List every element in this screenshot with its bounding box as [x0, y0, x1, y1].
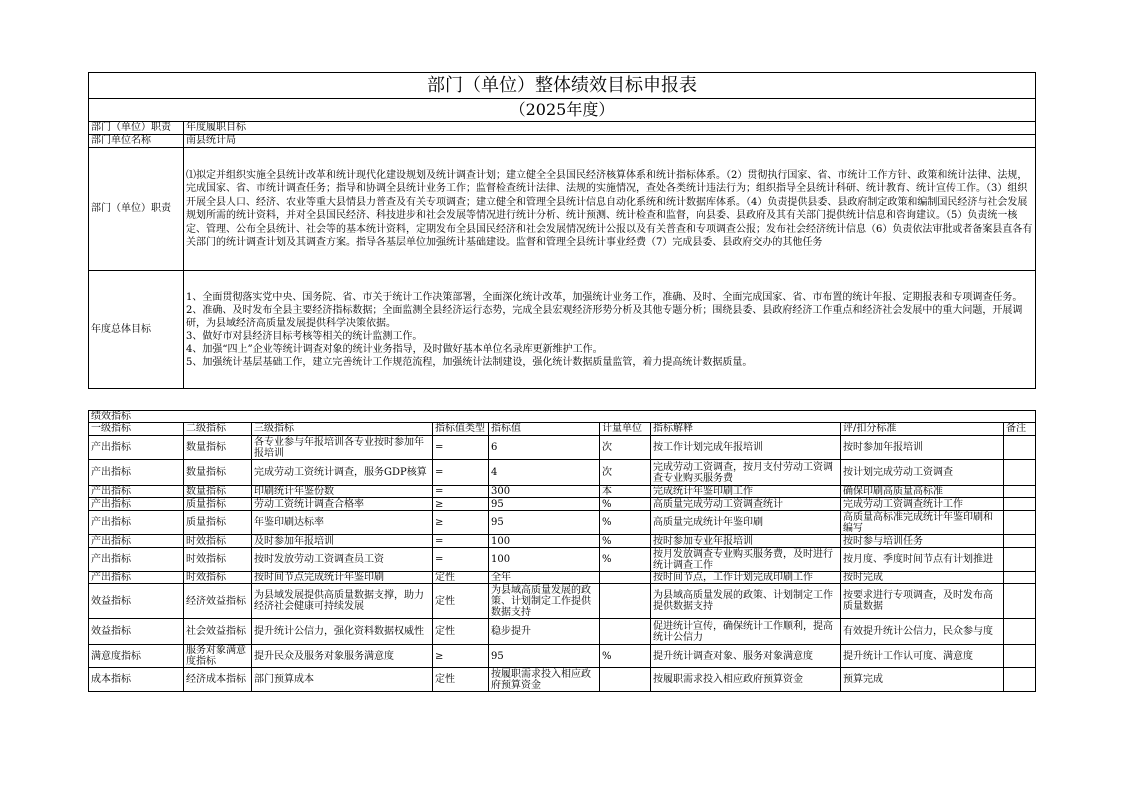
cell-level3: 按时间节点完成统计年鉴印刷 [252, 572, 433, 584]
cell-level2: 经济效益指标 [184, 584, 252, 619]
cell-level1: 产出指标 [89, 535, 184, 548]
cell-value: 95 [489, 498, 600, 511]
goal-item: 1、全面贯彻落实党中央、国务院、省、市关于统计工作决策部署，全面深化统计改革，加强统计业务工作，准确、及时、全面完成国家、省、市布置的统计年报、定期报表和专项调查任务。 [186, 291, 1023, 303]
cell-remark [1004, 511, 1036, 535]
cell-level1: 成本指标 [89, 668, 184, 692]
cell-value: 95 [489, 645, 600, 668]
cell-value-type: = [433, 535, 489, 548]
table-row [89, 584, 1036, 619]
cell-value-type: ≥ [433, 645, 489, 668]
cell-scoring: 按计划完成劳动工资调查 [841, 460, 1004, 486]
cell-value-type: 定性 [433, 572, 489, 584]
table-row [89, 498, 1036, 511]
goal-item: 5、加强统计基层基础工作，建立完善统计工作规范流程，加强统计法制建设，强化统计数据质量监管，着力提高统计数据质量。 [186, 356, 753, 368]
cell-level1: 产出指标 [89, 498, 184, 511]
cell-value-type: 定性 [433, 668, 489, 692]
cell-unit [600, 572, 651, 584]
cell-level1: 效益指标 [89, 619, 184, 645]
column-header: 一级指标 [89, 423, 184, 436]
cell-level1: 产出指标 [89, 486, 184, 498]
table-row [89, 619, 1036, 645]
cell-value: 300 [489, 486, 600, 498]
cell-value-type: = [433, 436, 489, 460]
table-row [89, 668, 1036, 692]
cell-explanation: 高质量完成统计年鉴印刷 [651, 511, 841, 535]
table-row [89, 436, 1036, 460]
table-row [89, 486, 1036, 498]
cell-level2: 时效指标 [184, 572, 252, 584]
cell-level3: 提升统计公信力，强化资料数据权威性 [252, 619, 433, 645]
cell-level2: 时效指标 [184, 535, 252, 548]
dept-name-label: 部门单位名称 [89, 135, 184, 148]
goal-text [184, 271, 1036, 389]
annual-goal-header-label: 年度履职目标 [184, 122, 1036, 135]
cell-value: 100 [489, 548, 600, 572]
cell-explanation: 提升统计调查对象、服务对象满意度 [651, 645, 841, 668]
cell-explanation: 完成劳动工资调查，按月支付劳动工资调查专业购买服务费 [651, 460, 841, 486]
cell-level3: 部门预算成本 [252, 668, 433, 692]
cell-unit: 次 [600, 460, 651, 486]
cell-value-type: = [433, 460, 489, 486]
cell-value: 按履职需求投入相应政府预算资金 [489, 668, 600, 692]
cell-level1: 产出指标 [89, 460, 184, 486]
cell-remark [1004, 548, 1036, 572]
cell-level3: 为县域发展提供高质量数据支撑，助力经济社会健康可持续发展 [252, 584, 433, 619]
cell-value: 6 [489, 436, 600, 460]
cell-value-type: = [433, 548, 489, 572]
cell-level1: 效益指标 [89, 584, 184, 619]
cell-explanation: 高质量完成劳动工资调查统计 [651, 498, 841, 511]
column-header: 评/扣分标准 [841, 423, 1004, 436]
cell-value-type: = [433, 486, 489, 498]
cell-unit [600, 584, 651, 619]
cell-scoring: 按月度、季度时间节点有计划推进 [841, 548, 1004, 572]
cell-scoring: 确保印刷高质量高标准 [841, 486, 1004, 498]
column-header: 二级指标 [184, 423, 252, 436]
cell-scoring: 按要求进行专项调查，及时发布高质量数据 [841, 584, 1004, 619]
cell-value-type: 定性 [433, 619, 489, 645]
cell-value-type: 定性 [433, 584, 489, 619]
cell-level1: 产出指标 [89, 548, 184, 572]
cell-level2: 服务对象满意度指标 [184, 645, 252, 668]
cell-level2: 数量指标 [184, 460, 252, 486]
duties-header-label: 部门（单位）职责 [89, 122, 184, 135]
cell-value: 为县域高质量发展的政策、计划制定工作提供数据支持 [489, 584, 600, 619]
cell-scoring: 完成劳动工资调查统计工作 [841, 498, 1004, 511]
column-header: 指标值 [489, 423, 600, 436]
cell-unit: % [600, 498, 651, 511]
cell-unit: % [600, 535, 651, 548]
cell-level1: 产出指标 [89, 511, 184, 535]
info-table [88, 72, 1036, 389]
table-row [89, 460, 1036, 486]
cell-level3: 提升民众及服务对象服务满意度 [252, 645, 433, 668]
cell-explanation: 为县域高质量发展的政策、计划制定工作提供数据支持 [651, 584, 841, 619]
cell-scoring: 预算完成 [841, 668, 1004, 692]
cell-value: 100 [489, 535, 600, 548]
cell-value: 95 [489, 511, 600, 535]
cell-scoring: 提升统计工作认可度、满意度 [841, 645, 1004, 668]
cell-remark [1004, 460, 1036, 486]
cell-level3: 按时发放劳动工资调查员工资 [252, 548, 433, 572]
goal-label: 年度总体目标 [89, 271, 184, 389]
page-title: 部门（单位）整体绩效目标申报表 [89, 73, 1036, 99]
cell-unit [600, 619, 651, 645]
cell-level1: 产出指标 [89, 572, 184, 584]
cell-explanation: 按月发放调查专业购买服务费，及时进行统计调查工作 [651, 548, 841, 572]
perf-section-label: 绩效指标 [89, 411, 1036, 423]
cell-unit: 本 [600, 486, 651, 498]
cell-scoring: 高质量高标准完成统计年鉴印刷和编写 [841, 511, 1004, 535]
cell-unit [600, 668, 651, 692]
column-header: 计量单位 [600, 423, 651, 436]
cell-level2: 时效指标 [184, 548, 252, 572]
duties-text: ⑴拟定并组织实施全县统计改革和统计现代化建设规划及统计调查计划；建立健全全县国民经济核算体系和统计指标体系。（2）贯彻执行国家、省、市统计工作方针、政策和统计法律、法规，完成国家、省、市统计调查任务；指导和协调全县统计业务工作；监督检查统计法律、法规的实施情况，查处各类统计违法行为；组织指导全县统计科研、统计教育、统计宣传工作。（3）组织开展全县人口、经济、农业等重大县情县力普查及有关专项调查；建立健全和管理全县统计信息自动化系统和统计数据库体系。（4）负责提供县委、县政府制定政策和编制国民经济与社会发展规划所需的统计资料，并对全县国民经济、科技进步和社会发展等情况进行统计分析、统计预测、统计检查和监督，向县委、县政府及其有关部门提供统计信息和咨询建议。（5）负责统一核定、管理、公布全县统计、社会等的基本统计资料，定期发布全县国民经济和社会发展情况统计公报以及有关普查和专项调查公报；发布社会经济统计信息（6）负责依法审批或者备案县直各有关部门的统计调查计划及其调查方案。指导各基层单位加强统计基础建设。监督和管理全县统计事业经费（7）完成县委、县政府交办的其他任务 [184, 148, 1036, 271]
page-subtitle: （2025年度） [89, 99, 1036, 122]
cell-remark [1004, 535, 1036, 548]
cell-value-type: ≥ [433, 511, 489, 535]
perf-body [89, 436, 1036, 692]
cell-level2: 数量指标 [184, 436, 252, 460]
cell-unit: 次 [600, 436, 651, 460]
cell-level3: 劳动工资统计调查合格率 [252, 498, 433, 511]
table-row [89, 548, 1036, 572]
cell-explanation: 完成统计年鉴印刷工作 [651, 486, 841, 498]
cell-level3: 及时参加年报培训 [252, 535, 433, 548]
cell-explanation: 按时间节点，工作计划完成印刷工作 [651, 572, 841, 584]
cell-value: 稳步提升 [489, 619, 600, 645]
dept-name-value: 南县统计局 [184, 135, 1036, 148]
cell-explanation: 按履职需求投入相应政府预算资金 [651, 668, 841, 692]
goal-item: 4、加强“四上”企业等统计调查对象的统计业务指导，及时做好基本单位名录库更新维护工作。 [186, 343, 603, 355]
cell-remark [1004, 645, 1036, 668]
table-row [89, 572, 1036, 584]
cell-explanation: 按时参加专业年报培训 [651, 535, 841, 548]
duties-label: 部门（单位）职责 [89, 148, 184, 271]
cell-remark [1004, 668, 1036, 692]
cell-scoring: 按时参与培训任务 [841, 535, 1004, 548]
cell-level3: 印刷统计年鉴份数 [252, 486, 433, 498]
cell-level3: 年鉴印刷达标率 [252, 511, 433, 535]
cell-level1: 产出指标 [89, 436, 184, 460]
performance-table [88, 410, 1036, 692]
cell-level3: 完成劳动工资统计调查，服务GDP核算 [252, 460, 433, 486]
cell-remark [1004, 486, 1036, 498]
cell-remark [1004, 619, 1036, 645]
cell-level2: 质量指标 [184, 511, 252, 535]
cell-level2: 数量指标 [184, 486, 252, 498]
column-header: 指标值类型 [433, 423, 489, 436]
table-row [89, 511, 1036, 535]
column-header: 指标解释 [651, 423, 841, 436]
cell-remark [1004, 436, 1036, 460]
cell-value-type: ≥ [433, 498, 489, 511]
cell-level1: 满意度指标 [89, 645, 184, 668]
cell-remark [1004, 584, 1036, 619]
cell-unit: % [600, 645, 651, 668]
cell-scoring: 按时参加年报培训 [841, 436, 1004, 460]
cell-remark [1004, 498, 1036, 511]
column-header: 三级指标 [252, 423, 433, 436]
cell-value: 全年 [489, 572, 600, 584]
cell-explanation: 按工作计划完成年报培训 [651, 436, 841, 460]
cell-scoring: 按时完成 [841, 572, 1004, 584]
cell-remark [1004, 572, 1036, 584]
cell-level3: 各专业参与年报培训各专业按时参加年报培训 [252, 436, 433, 460]
cell-explanation: 促进统计宣传，确保统计工作顺利，提高统计公信力 [651, 619, 841, 645]
table-row [89, 535, 1036, 548]
cell-level2: 经济成本指标 [184, 668, 252, 692]
cell-level2: 社会效益指标 [184, 619, 252, 645]
column-header: 备注 [1004, 423, 1036, 436]
cell-scoring: 有效提升统计公信力，民众参与度 [841, 619, 1004, 645]
goal-item: 3、做好市对县经济目标考核等相关的统计监测工作。 [186, 330, 423, 342]
cell-unit: % [600, 548, 651, 572]
cell-unit: % [600, 511, 651, 535]
cell-value: 4 [489, 460, 600, 486]
goal-item: 2、准确、及时发布全县主要经济指标数据；全面监测全县经济运行态势，完成全县宏观经济形势分析及其他专题分析；围绕县委、县政府经济工作重点和经济社会发展中的重大问题，开展调研，为县域经济高质量发展提供科学决策依据。 [186, 304, 1023, 329]
table-row [89, 645, 1036, 668]
cell-level2: 质量指标 [184, 498, 252, 511]
